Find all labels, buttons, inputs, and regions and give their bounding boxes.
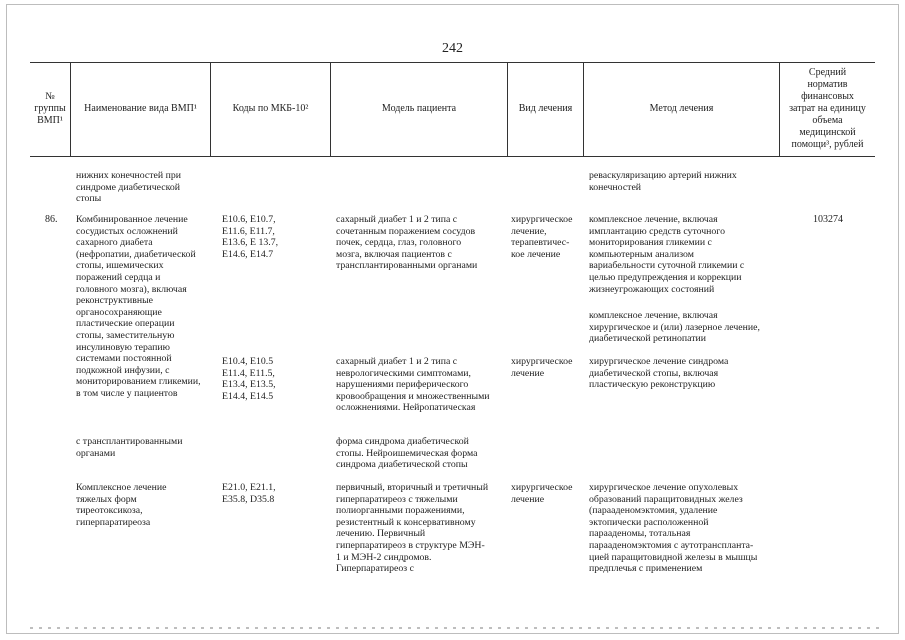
row-86-sub1-codes: E10.6, E10.7, E11.6, E11.7, E13.6, E 13.7, E14.6, E14.7	[222, 214, 279, 260]
row-86-sub2-treatment-type: хирургическое лечение	[511, 356, 573, 379]
header-name-text: Наименование вида ВМП¹	[84, 103, 197, 114]
row-86-sub2-method: хирургическое лечение синдрома диабетической стопы, включая пластическую реконструкцию	[589, 356, 729, 391]
header-codes	[211, 62, 330, 156]
header-norm-text: Средний норматив финансовых затрат на единицу объема медицинской помощи³, рублей	[789, 67, 866, 150]
header-name	[71, 62, 210, 156]
header-model	[331, 62, 507, 156]
row-86-sub1-method-a: комплексное лечение, включая имплантацию средств суточного мониторирования гликемии с компьютерным анализом вариабельности суточной гликемии с целью предупреждения и коррекции жизнеугрожающих состояний	[589, 214, 745, 295]
header-group	[30, 62, 70, 156]
header-group-text: № группы ВМП¹	[34, 91, 66, 126]
row-next-codes: E21.0, E21.1, E35.8, D35.8	[222, 482, 276, 505]
header-codes-text: Коды по МКБ-10²	[232, 103, 309, 114]
scan-edge-noise	[30, 627, 880, 629]
row-86-sub1-treatment-type: хирургическое лечение, терапевтичес- кое лечение	[511, 214, 573, 260]
row-86-sub2-codes: E10.4, E10.5 E11.4, E11.5, E13.4, E13.5, E14.4, E14.5	[222, 356, 276, 402]
header-bottom-rule	[30, 156, 875, 157]
header-model-text: Модель пациента	[381, 103, 457, 114]
row-86-sub1-model: сахарный диабет 1 и 2 типа с сочетанным поражением сосудов почек, сердца, глаз, головного мозга, включая пациентов с трансплантированными органами	[336, 214, 478, 272]
row-86-name-continued: с трансплантированными органами	[76, 436, 183, 459]
header-norm	[780, 62, 875, 156]
page-number: 242	[442, 41, 463, 56]
row-86-sub2-model: сахарный диабет 1 и 2 типа с неврологическими симптомами, нарушениями периферического кровообращения и множественными осложнениями. Нейропатическая	[336, 356, 490, 414]
header-treatment-type-text: Вид лечения	[518, 103, 573, 114]
header-treatment-type	[508, 62, 583, 156]
header-method	[584, 62, 779, 156]
row-86-number: 86.	[45, 214, 58, 225]
row-86-sub2-model-continued: форма синдрома диабетической стопы. Нейроишемическая форма синдрома диабетической стопы	[336, 436, 478, 471]
row-next-name: Комплексное лечение тяжелых форм тиреотоксикоза, гиперпаратиреоза	[76, 482, 167, 528]
row-next-method: хирургическое лечение опухолевых образований паращитовидных желез (парааденомэктомия, удаление эктопически расположенной парааденомы, тотальная парааденомэктомия с аутотрансплантa- цией паращитовидной железы в мышцы предплечья с применением	[589, 482, 758, 575]
row-86-norm: 103274	[813, 214, 843, 225]
row-next-model: первичный, вторичный и третичный гиперпаратиреоз с тяжелыми полиорганными поражениями, резистентный к консервативному лечению. Первичный гиперпаратиреоз в структуре МЭН- 1 и МЭН-2 синдромов. Гиперпаратиреоз с	[336, 482, 489, 575]
row-next-treatment-type: хирургическое лечение	[511, 482, 573, 505]
continuation-name: нижних конечностей при синдроме диабетической стопы	[76, 170, 181, 205]
row-86-name: Комбинированное лечение сосудистых осложнений сахарного диабета (нефропатии, диабетической стопы, ишемических поражений сердца и головного мозга), включая реконструктивные органосохраняющие пластические операции стопы, заместительную инсулиновую терапию системами постоянной подкожной инфузии, с мониторированием гликемии, в том числе у пациентов	[76, 214, 201, 399]
continuation-method: реваскуляризацию артерий нижних конечностей	[589, 170, 737, 193]
header-method-text: Метод лечения	[649, 103, 714, 114]
row-86-sub1-method-b: комплексное лечение, включая хирургическое и (или) лазерное лечение, диабетической ретинопатии	[589, 310, 760, 345]
